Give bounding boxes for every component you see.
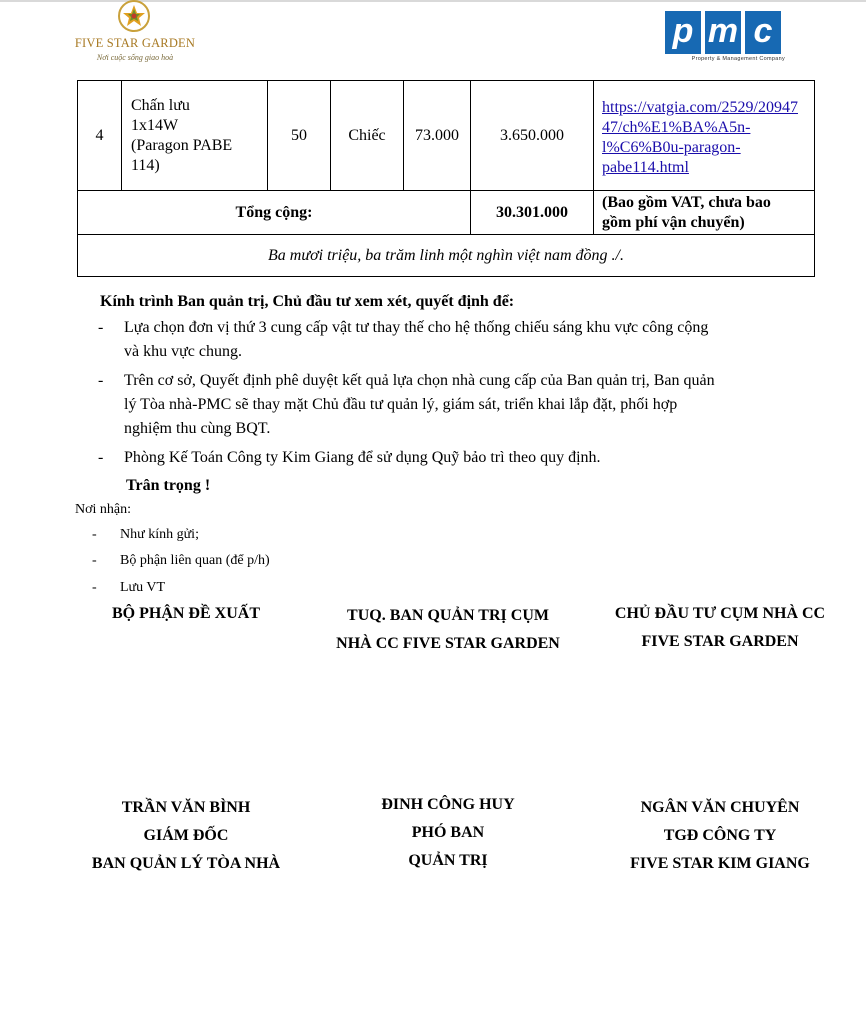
bullet-line: Phòng Kế Toán Công ty Kim Giang để sử dụng Quỹ bảo trì theo quy định. bbox=[124, 449, 601, 466]
total-note-line: (Bao gồm VAT, chưa bao bbox=[602, 193, 771, 211]
bullet-line: và khu vực chung. bbox=[124, 343, 242, 360]
link-line[interactable]: pabe114.html bbox=[602, 158, 689, 176]
signer-position: GIÁM ĐỐC bbox=[143, 827, 229, 844]
cell-no: 4 bbox=[78, 81, 122, 191]
recipient-dash-icon: - bbox=[92, 580, 97, 595]
bullet-dash-icon: - bbox=[98, 319, 104, 336]
signer-position: PHÓ BAN bbox=[411, 824, 485, 841]
bullet-dash-icon: - bbox=[98, 449, 104, 466]
signature-title-line: BỘ PHẬN ĐỀ XUẤT bbox=[111, 605, 260, 622]
bullet-line: Trên cơ sở, Quyết định phê duyệt kết quả lựa chọn nhà cung cấp của Ban quản trị, Ban quản bbox=[124, 372, 715, 389]
signer-department: BAN QUẢN LÝ TÒA NHÀ bbox=[91, 855, 281, 872]
signature-title-line: NHÀ CC FIVE STAR GARDEN bbox=[336, 635, 560, 652]
cell-reference-link bbox=[594, 81, 815, 191]
cell-unit-price: 73.000 bbox=[404, 81, 471, 191]
item-name-line: (Paragon PABE bbox=[131, 136, 233, 154]
bullet-item-2 bbox=[124, 369, 814, 441]
bullet-line: Lựa chọn đơn vị thứ 3 cung cấp vật tư thay thế cho hệ thống chiếu sáng khu vực công cộng bbox=[124, 319, 709, 336]
signer-department: FIVE STAR KIM GIANG bbox=[630, 855, 810, 872]
intro-heading: Kính trình Ban quản trị, Chủ đầu tư xem xét, quyết định để: bbox=[100, 293, 515, 310]
total-note-line: gồm phí vận chuyển) bbox=[602, 213, 745, 231]
link-line[interactable]: l%C6%B0u-paragon- bbox=[602, 138, 741, 156]
signer-name: ĐINH CÔNG HUY bbox=[381, 796, 515, 813]
table-row bbox=[78, 81, 815, 191]
signer-name: TRẦN VĂN BÌNH bbox=[121, 799, 251, 816]
cell-quantity: 50 bbox=[268, 81, 331, 191]
bullet-item-1 bbox=[124, 316, 814, 364]
bullet-line: lý Tòa nhà-PMC sẽ thay mặt Chủ đầu tư quản lý, giám sát, triển khai lắp đặt, phối hợp bbox=[124, 396, 678, 413]
signature-title-3 bbox=[592, 600, 848, 656]
total-note bbox=[594, 191, 815, 235]
signer-department: QUẢN TRỊ bbox=[408, 852, 488, 869]
cell-item-name bbox=[122, 81, 268, 191]
table-total-row bbox=[78, 191, 815, 235]
recipient-dash-icon: - bbox=[92, 527, 97, 542]
total-in-words: Ba mươi triệu, ba trăm linh một nghìn việt nam đồng ./. bbox=[78, 235, 815, 277]
pmc-logo bbox=[665, 11, 783, 54]
signature-name-1 bbox=[66, 794, 306, 878]
signature-name-2 bbox=[338, 791, 558, 875]
total-label: Tổng cộng: bbox=[78, 191, 471, 235]
recipients-label: Nơi nhận: bbox=[75, 502, 132, 517]
signature-title-2 bbox=[306, 602, 590, 658]
signer-name: NGÂN VĂN CHUYÊN bbox=[640, 799, 800, 816]
link-line[interactable]: https://vatgia.com/2529/20947 bbox=[602, 98, 798, 116]
items-table bbox=[77, 80, 815, 277]
cell-line-total: 3.650.000 bbox=[471, 81, 594, 191]
bullet-item-3 bbox=[124, 446, 814, 470]
item-name-line: 1x14W bbox=[131, 116, 179, 134]
item-name-line: 114) bbox=[131, 156, 160, 174]
item-name-line: Chấn lưu bbox=[131, 96, 190, 114]
pmc-subtitle: Property & Management Company bbox=[691, 56, 785, 62]
signer-position: TGĐ CÔNG TY bbox=[663, 827, 777, 844]
table-words-row bbox=[78, 235, 815, 277]
recipient-item: Như kính gửi; bbox=[120, 527, 199, 542]
signature-title-1 bbox=[76, 600, 296, 628]
five-star-garden-logo-icon bbox=[112, 0, 156, 36]
signature-title-line: FIVE STAR GARDEN bbox=[641, 633, 799, 650]
total-value: 30.301.000 bbox=[471, 191, 594, 235]
bullet-dash-icon: - bbox=[98, 372, 104, 389]
cell-unit: Chiếc bbox=[331, 81, 404, 191]
recipient-dash-icon: - bbox=[92, 553, 97, 568]
reference-link[interactable] bbox=[602, 98, 808, 178]
signature-title-line: TUQ. BAN QUẢN TRỊ CỤM bbox=[347, 607, 549, 624]
link-line[interactable]: 47/ch%E1%BA%A5n- bbox=[602, 118, 751, 136]
signature-title-line: CHỦ ĐẦU TƯ CỤM NHÀ CC bbox=[614, 605, 826, 622]
pmc-letter-p: p bbox=[665, 11, 701, 54]
fsg-slogan: Nơi cuộc sống giao hoà bbox=[96, 53, 174, 62]
recipient-item: Lưu VT bbox=[120, 580, 166, 595]
pmc-letter-m: m bbox=[705, 11, 741, 54]
signature-name-3 bbox=[598, 794, 842, 878]
fsg-brand-name: FIVE STAR GARDEN bbox=[74, 36, 196, 50]
pmc-letter-c: c bbox=[745, 11, 781, 54]
regards: Trân trọng ! bbox=[126, 477, 211, 494]
bullet-line: nghiệm thu cùng BQT. bbox=[124, 420, 271, 437]
recipient-item: Bộ phận liên quan (để p/h) bbox=[120, 553, 270, 568]
